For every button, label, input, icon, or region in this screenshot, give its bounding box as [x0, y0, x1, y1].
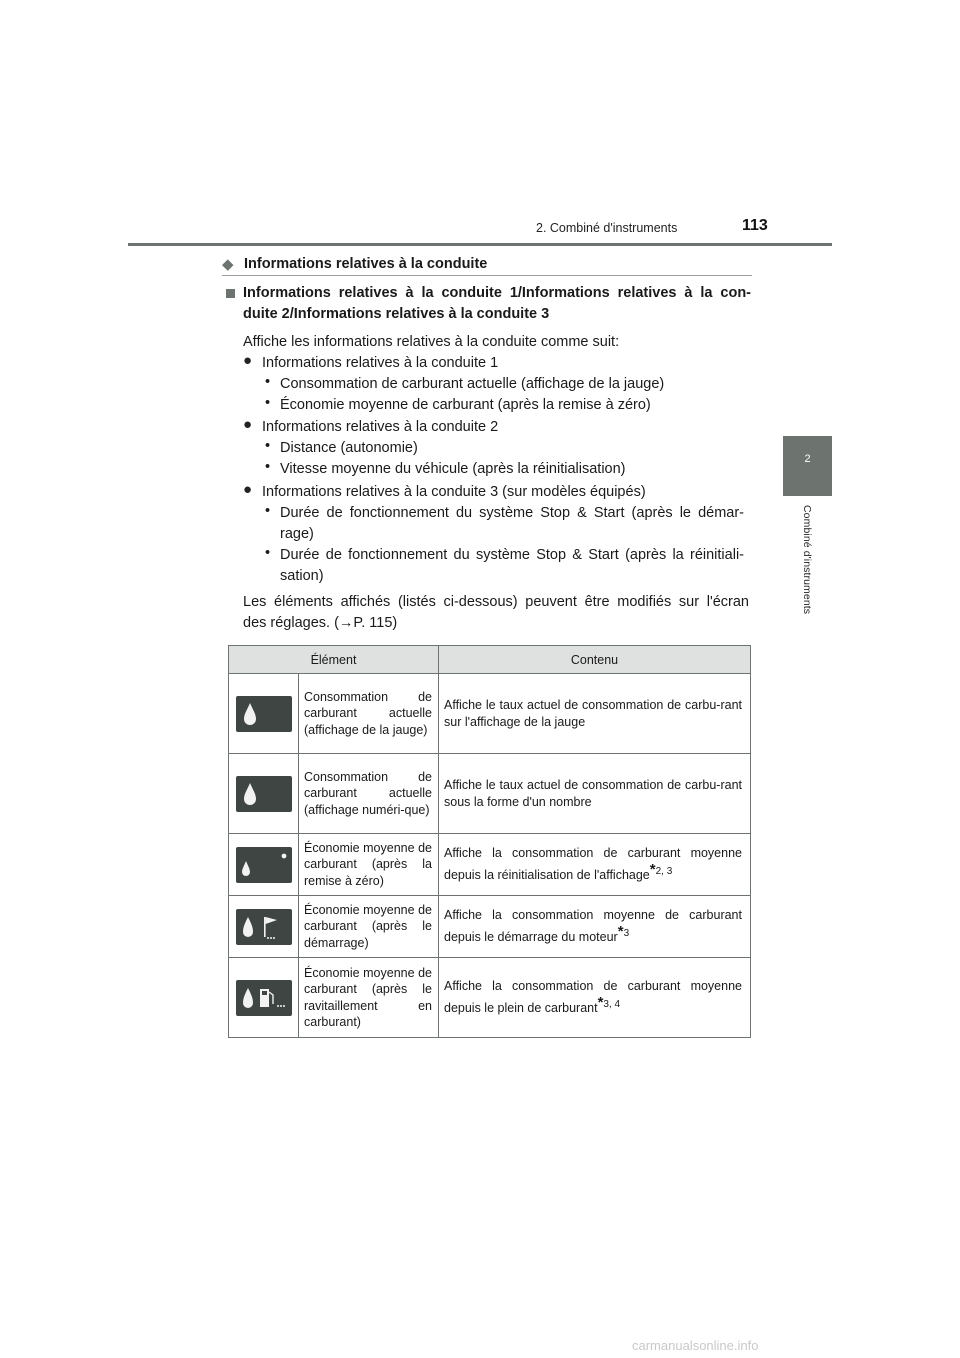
section-heading [222, 255, 752, 276]
circle-bullet-icon: ● [243, 481, 253, 498]
list-item-continued: rage) [280, 526, 314, 542]
table-header-row [229, 646, 751, 674]
icon-cell [229, 896, 299, 958]
group-label: Informations relatives à la conduite 1 [262, 355, 499, 371]
square-bullet-icon [226, 289, 235, 298]
items-table [228, 645, 751, 1038]
icon-cell [229, 674, 299, 754]
subsection-title [243, 283, 751, 325]
icon-cell [229, 754, 299, 834]
intro-text: Affiche les informations relatives à la conduite comme suit: [243, 334, 620, 350]
item-description [439, 958, 751, 1038]
list-item: Durée de fonctionnement du système Stop & Start (après le démar- [280, 505, 744, 521]
footnote-ref: *2, 3 [649, 860, 673, 878]
table-row [229, 674, 751, 754]
group-label: Informations relatives à la conduite 2 [262, 419, 499, 435]
diamond-icon: ◆ [222, 256, 234, 273]
settings-note-line1: Les éléments affichés (listés ci-dessous) peuvent être modifiés sur l'écran [243, 594, 749, 610]
list-item: Vitesse moyenne du véhicule (après la réinitialisation) [280, 461, 626, 477]
footnote-ref: *3, 4 [597, 993, 621, 1011]
dot-bullet-icon: • [265, 545, 271, 561]
dot-bullet-icon: • [265, 503, 271, 519]
fuel-drop-pump-icon [236, 980, 292, 1016]
list-item: Économie moyenne de carburant (après la remise à zéro) [280, 397, 651, 413]
item-name: Économie moyenne de carburant (après le démarrage) [299, 896, 439, 958]
dot-bullet-icon: • [265, 395, 271, 411]
table-header-element: Élément [229, 646, 439, 674]
fuel-drop-number-icon [236, 776, 292, 812]
item-description-text: Affiche la consommation moyenne de carburant depuis le démarrage du moteur [444, 908, 742, 945]
item-name: Économie moyenne de carburant (après le ravitaillement en carburant) [299, 958, 439, 1038]
watermark: carmanualsonline.info [632, 1338, 759, 1353]
item-description: Affiche le taux actuel de consommation de carbu-rant sur l'affichage de la jauge [439, 674, 751, 754]
fuel-drop-reset-icon [236, 847, 292, 883]
table-row [229, 834, 751, 896]
table-header-content: Contenu [439, 646, 751, 674]
item-name: Consommation de carburant actuelle (affichage de la jauge) [299, 674, 439, 754]
fuel-drop-flag-icon [236, 909, 292, 945]
chapter-title: 2. Combiné d'instruments [536, 221, 678, 235]
item-name: Consommation de carburant actuelle (affichage numéri-que) [299, 754, 439, 834]
chapter-tab-label: Combiné d'instruments [801, 505, 813, 615]
table-row [229, 896, 751, 958]
table-row [229, 958, 751, 1038]
chapter-tab-number: 2 [804, 453, 811, 465]
fuel-drop-bar-icon [236, 696, 292, 732]
subsection-title-line1: Informations relatives à la conduite 1/Informations relatives à la con- [243, 285, 751, 301]
section-title: Informations relatives à la conduite [244, 256, 488, 272]
dot-bullet-icon: • [265, 374, 271, 390]
circle-bullet-icon: ● [243, 416, 253, 433]
chapter-tab [783, 436, 832, 496]
list-item: Durée de fonctionnement du système Stop & Start (après la réinitiali- [280, 547, 744, 563]
item-name: Économie moyenne de carburant (après la remise à zéro) [299, 834, 439, 896]
subsection-title-line2: duite 2/Informations relatives à la conduite 3 [243, 306, 550, 322]
dot-bullet-icon: • [265, 438, 271, 454]
item-description [439, 834, 751, 896]
settings-note-line2: des réglages. (→P. 115) [243, 615, 398, 631]
circle-bullet-icon: ● [243, 352, 253, 369]
page-number: 113 [742, 217, 768, 234]
item-description-text: Affiche la consommation de carburant moyenne depuis la réinitialisation de l'affichage [444, 846, 742, 883]
list-item: Distance (autonomie) [280, 440, 418, 456]
header-rule [128, 243, 832, 246]
icon-cell [229, 958, 299, 1038]
item-description-text: Affiche la consommation de carburant moyenne depuis le plein de carburant [444, 979, 742, 1016]
table-row [229, 754, 751, 834]
item-description [439, 896, 751, 958]
group-label: Informations relatives à la conduite 3 (sur modèles équipés) [262, 484, 646, 500]
list-item-continued: sation) [280, 568, 324, 584]
footnote-ref: *3 [617, 922, 630, 940]
list-item: Consommation de carburant actuelle (affichage de la jauge) [280, 376, 665, 392]
item-description: Affiche le taux actuel de consommation de carbu-rant sous la forme d'un nombre [439, 754, 751, 834]
icon-cell [229, 834, 299, 896]
dot-bullet-icon: • [265, 459, 271, 475]
